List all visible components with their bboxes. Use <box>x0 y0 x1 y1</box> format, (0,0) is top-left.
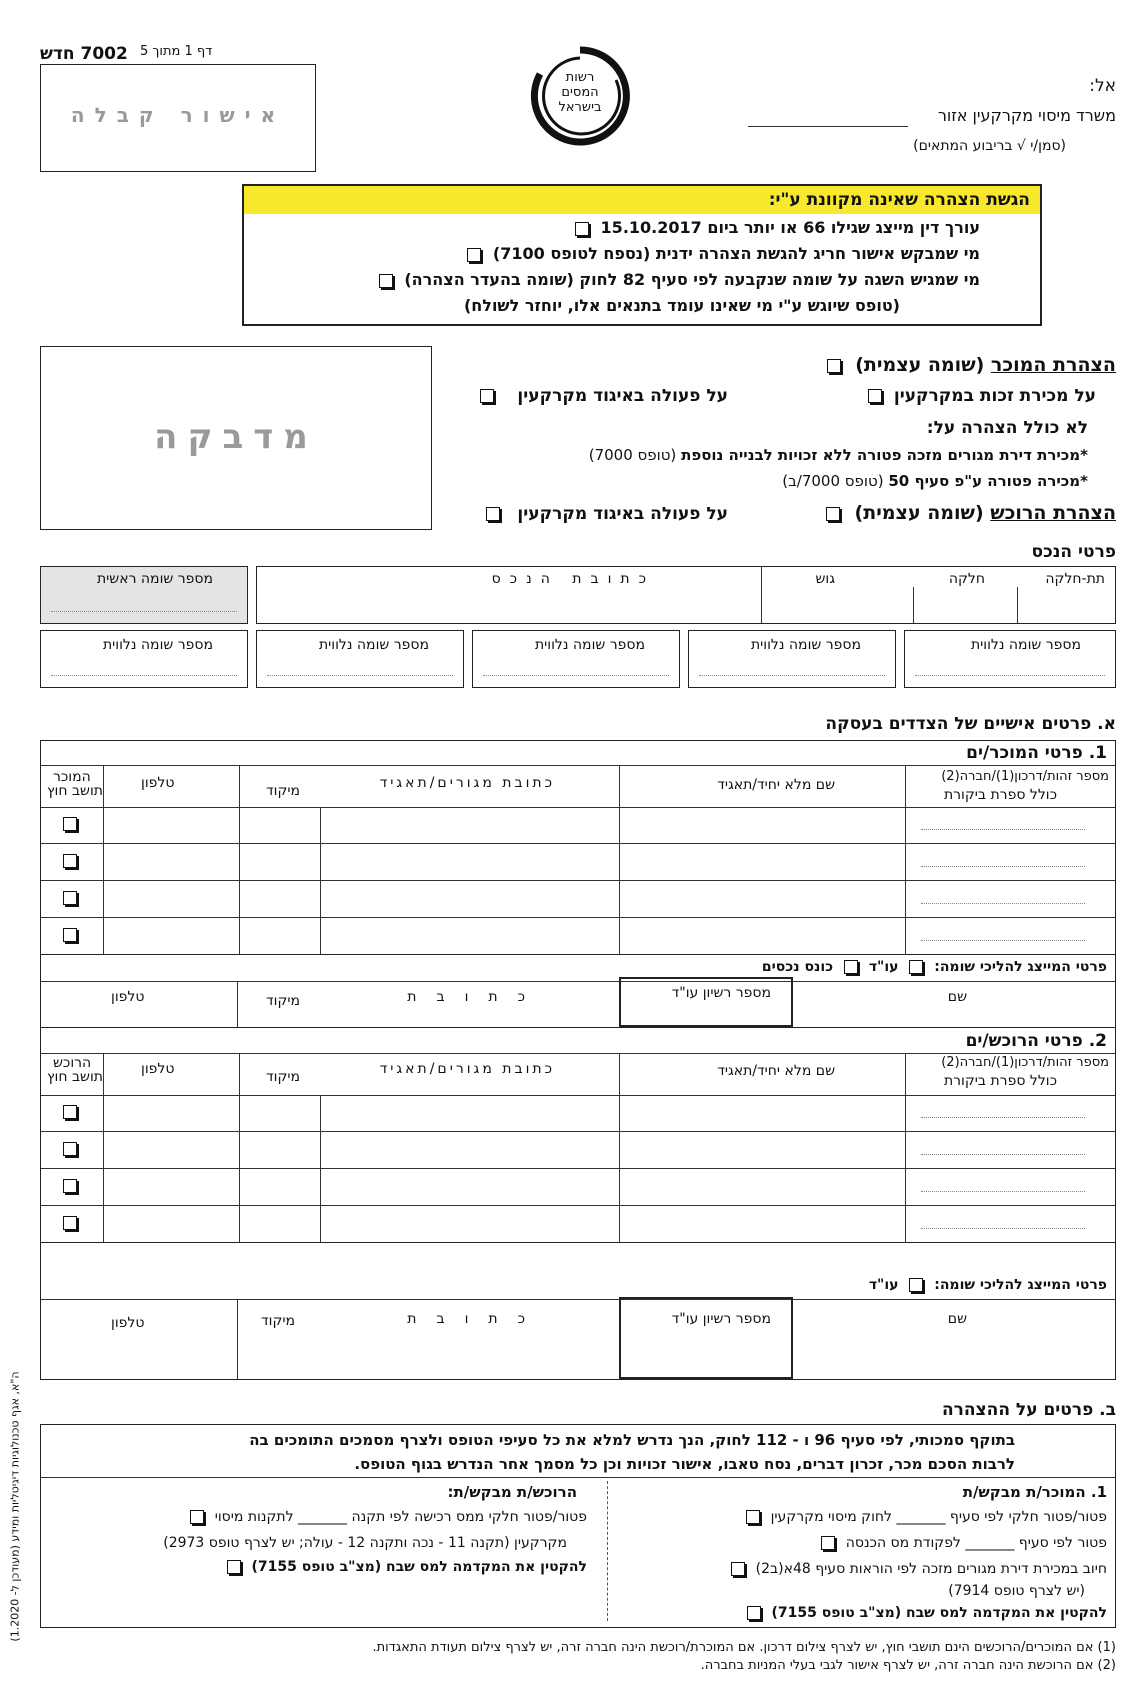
section-b-intro-1: בתוקף סמכותי, לפי סעיף 96 ו - 112 לחוק, הנך נדרש למלא את כל סעיפי הטופס ולצרף מסמכים התומכים בה <box>249 1431 1015 1449</box>
exempt-2-form: (טופס 7000/ב) <box>782 472 884 490</box>
buyer-foreign-col-2: תושב חוץ <box>47 1069 103 1085</box>
buyer-rep-name-label: שם <box>947 1311 967 1327</box>
seller-rep-license-box[interactable] <box>619 977 793 1027</box>
seller-row-4 <box>41 918 1115 955</box>
sub-parcel-label: תת-חלקה <box>1045 571 1105 587</box>
seller-rep-receiver-checkbox[interactable] <box>844 960 858 974</box>
seller-declaration-checkbox[interactable] <box>827 359 841 373</box>
seller-zip-input-2[interactable] <box>239 844 321 880</box>
form-number: 7002 חדש <box>40 44 128 64</box>
buyer-id-input-4[interactable] <box>921 1228 1085 1229</box>
footnote-1: (1) אם המוכרים/הרוכשים הינם תושבי חוץ, יש לצרף צילום דרכון. אם המוכרת/רוכשת הינה חברה זרה, יש לצרף צילום תעודת התאגדות. <box>372 1640 1116 1655</box>
attached-file-box-2[interactable] <box>256 630 464 688</box>
seller-row-2 <box>41 844 1115 881</box>
seller-foreign-checkbox-1[interactable] <box>63 817 77 831</box>
attached-file-box-1[interactable] <box>40 630 248 688</box>
section-b-divider <box>607 1481 608 1621</box>
sticker-label: מדבקה <box>154 417 318 457</box>
seller-id-input-1[interactable] <box>921 829 1085 830</box>
logo-line-2: המסים <box>561 85 599 100</box>
buyer-foreign-col-1: הרוכש <box>53 1055 92 1071</box>
buyer-rep-phone-label: טלפון <box>111 1315 145 1331</box>
buyer-id-input-2[interactable] <box>921 1154 1085 1155</box>
seller-request-3-label: חיוב במכירת דירת מגורים מזכה לפי הוראות סעיף 48א(ב2) <box>755 1561 1107 1577</box>
footnote-2: (2) אם הרוכשת הינה חברה זרה, יש לצרף אישור לגבי בעלי המניות בחברה. <box>700 1658 1116 1673</box>
section-b-title: ב. פרטים על ההצהרה <box>941 1400 1116 1420</box>
buyer-rep-zip-label: מיקוד <box>261 1313 296 1329</box>
seller-id-sub: כולל ספרת ביקורת <box>943 787 1057 803</box>
seller-request-3-checkbox[interactable] <box>731 1562 745 1576</box>
attached-file-label-2: מספר שומה נלווית <box>318 637 429 653</box>
buyer-request-2-checkbox[interactable] <box>227 1560 241 1574</box>
notice-item-2-checkbox[interactable] <box>467 248 481 262</box>
buyer-row-4 <box>41 1206 1115 1243</box>
buyer-foreign-checkbox-2[interactable] <box>63 1142 77 1156</box>
buyer-rep-license-label: מספר רשיון עו"ד <box>671 1311 771 1327</box>
seller-foreign-col-1: המוכר <box>53 769 91 785</box>
seller-row-3 <box>41 881 1115 918</box>
manual-submission-notice <box>242 184 1042 326</box>
seller-zip-input-4[interactable] <box>239 918 321 954</box>
buyer-rep-lawyer-checkbox[interactable] <box>909 1278 923 1292</box>
office-region-input[interactable] <box>748 126 908 127</box>
property-details-box <box>256 566 1116 624</box>
buyer-rep-lawyer-label: עו"ד <box>868 1277 899 1293</box>
attached-file-label-3: מספר שומה נלווית <box>534 637 645 653</box>
mark-hint: (סמן/י √ בריבוע המתאים) <box>913 138 1066 154</box>
seller-foreign-checkbox-4[interactable] <box>63 928 77 942</box>
buyer-rep-address-label: כתובת <box>407 1311 545 1327</box>
buyer-row-1 <box>41 1095 1115 1132</box>
exempt-1-label: *מכירת דירת מגורים מזכה פטורה ללא זכויות לבנייה נוספת <box>681 446 1088 464</box>
seller-foreign-checkbox-3[interactable] <box>63 891 77 905</box>
seller-request-title: 1. המוכר/ת מבקש/ת <box>962 1483 1107 1501</box>
buyer-self-assessment: (שומה עצמית) <box>854 502 984 524</box>
attached-file-label-1: מספר שומה נלווית <box>102 637 213 653</box>
notice-item-1-label: עורך דין מייצג שגילו 66 או יותר ביום 15.10.2017 <box>600 218 980 237</box>
seller-rep-license-label: מספר רשיון עו"ד <box>671 985 771 1001</box>
exempt-2-label: *מכירה פטורה ע"פ סעיף 50 <box>888 472 1088 490</box>
sticker-area <box>40 346 432 530</box>
section-b-intro-2: לרבות הסכם מכר, זכרון דברים, נסח טאבו, אישור זכויות וכן כל מסמך אחר הנדרש בגוף הטופס. <box>354 1455 1015 1473</box>
seller-request-3b: (יש לצרף טופס 7914) <box>948 1583 1085 1599</box>
receipt-box <box>40 64 316 172</box>
not-including-label: לא כולל הצהרה על: <box>926 418 1088 438</box>
buyer-name-col: שם מלא יחיד/תאגיד <box>717 1063 835 1079</box>
seller-id-input-3[interactable] <box>921 903 1085 904</box>
page-indicator: דף 1 מתוך 5 <box>140 44 213 59</box>
logo-line-1: רשות <box>565 70 595 85</box>
seller-rep-receiver-label: כונס נכסים <box>761 959 834 975</box>
seller-foreign-col-2: תושב חוץ <box>47 783 103 799</box>
buyer-foreign-checkbox-1[interactable] <box>63 1105 77 1119</box>
property-address-input[interactable] <box>257 587 761 621</box>
buyer-row-3 <box>41 1169 1115 1206</box>
seller-address-col: כתובת מגורים/תאגיד <box>379 775 555 791</box>
buyer-id-col: מספר זהות/דרכון(1)/חברה(2) <box>941 1055 1109 1070</box>
notice-item-2-label: מי שמבקש אישור חריג להגשת הצהרה ידנית (נספח לטופס 7100) <box>492 244 980 263</box>
buyer-zip-input-3[interactable] <box>239 1169 321 1205</box>
buyer-declaration-title: הצהרת הרוכש <box>990 502 1116 524</box>
seller-zip-col: מיקוד <box>266 783 301 799</box>
exempt-1-form: (טופס 7000) <box>588 446 677 464</box>
seller-zip-input-3[interactable] <box>239 881 321 917</box>
seller-request-4-checkbox[interactable] <box>747 1606 761 1620</box>
seller-name-col: שם מלא יחיד/תאגיד <box>717 777 835 793</box>
seller-zip-input-1[interactable] <box>239 807 321 843</box>
seller-rep-phone-label: טלפון <box>111 989 145 1005</box>
parcel-label: חלקה <box>948 571 985 587</box>
seller-union-label: על פעולה באיגוד מקרקעין <box>517 386 728 406</box>
seller-rep-address-label: כתובת <box>407 989 545 1005</box>
logo-line-3: בישראל <box>558 100 602 115</box>
seller-request-2-checkbox[interactable] <box>821 1536 835 1550</box>
buyer-rep-label: פרטי המייצג להליכי שומה: <box>934 1277 1107 1293</box>
sub-parcel-input[interactable] <box>1017 587 1113 621</box>
buyer-request-1-checkbox[interactable] <box>190 1510 204 1524</box>
buyer-zip-col: מיקוד <box>266 1069 301 1085</box>
main-file-label: מספר שומה ראשית <box>96 571 213 587</box>
seller-rep-lawyer-label: עו"ד <box>868 959 899 975</box>
declaration-details-box <box>40 1424 1116 1628</box>
attached-file-box-3[interactable] <box>472 630 680 688</box>
buyer-request-2-label: להקטין את המקדמה למס שבח (מצ"ב טופס 7155) <box>251 1559 587 1575</box>
buyer-request-1b: מקרקעין (תקנה 11 - נכה ותקנה 12 - עולה; יש לצרף טופס 2973) <box>163 1535 567 1551</box>
section-a-title: א. פרטים אישיים של הצדדים בעסקה <box>825 714 1116 734</box>
attached-file-label-5: מספר שומה נלווית <box>970 637 1081 653</box>
buyer-union-checkbox[interactable] <box>486 507 500 521</box>
buyer-zip-input-1[interactable] <box>239 1095 321 1131</box>
buyers-title: 2. פרטי הרוכש/ים <box>965 1031 1107 1051</box>
seller-union-checkbox[interactable] <box>480 389 494 403</box>
attached-file-label-4: מספר שומה נלווית <box>750 637 861 653</box>
seller-rep-zip-label: מיקוד <box>266 993 301 1009</box>
office-label: משרד מיסוי מקרקעין אזור <box>937 106 1116 125</box>
seller-id-input-4[interactable] <box>921 940 1085 941</box>
main-file-box[interactable] <box>40 566 248 624</box>
seller-phone-col: טלפון <box>141 775 175 791</box>
buyer-row-2 <box>41 1132 1115 1169</box>
seller-sale-rights-label: על מכירת זכות במקרקעין <box>893 386 1096 406</box>
seller-id-input-2[interactable] <box>921 866 1085 867</box>
to-label: אל: <box>1089 76 1116 96</box>
parties-box <box>40 740 1116 1380</box>
buyer-request-title: הרוכש/ת מבקש/ת: <box>447 1483 577 1501</box>
buyer-foreign-checkbox-3[interactable] <box>63 1179 77 1193</box>
seller-request-1-label: פטור/פטור חלקי לפי סעיף _______ לחוק מיסוי מקרקעין <box>770 1509 1107 1525</box>
seller-rep-lawyer-checkbox[interactable] <box>909 960 923 974</box>
seller-rep-label: פרטי המייצג להליכי שומה: <box>934 959 1107 975</box>
buyer-id-sub: כולל ספרת ביקורת <box>943 1073 1057 1089</box>
notice-title-bar <box>244 186 1040 214</box>
seller-self-assessment: (שומה עצמית) <box>855 354 985 376</box>
buyer-zip-input-2[interactable] <box>239 1132 321 1168</box>
buyer-id-input-3[interactable] <box>921 1191 1085 1192</box>
property-address-label: כתובת הנכס <box>491 571 655 587</box>
seller-id-col: מספר זהות/דרכון(1)/חברה(2) <box>941 769 1109 784</box>
notice-item-3-checkbox[interactable] <box>379 274 393 288</box>
attached-file-box-4[interactable] <box>688 630 896 688</box>
receipt-box-label: אישור קבלה <box>70 103 286 127</box>
notice-item-1-checkbox[interactable] <box>575 222 589 236</box>
buyer-id-input-1[interactable] <box>921 1117 1085 1118</box>
tax-authority-logo <box>528 44 632 148</box>
block-input[interactable] <box>761 587 913 621</box>
buyer-address-col: כתובת מגורים/תאגיד <box>379 1061 555 1077</box>
buyer-rep-license-box[interactable] <box>619 1297 793 1379</box>
buyer-foreign-checkbox-4[interactable] <box>63 1216 77 1230</box>
seller-rep-name-label: שם <box>947 989 967 1005</box>
seller-request-4-label: להקטין את המקדמה למס שבח (מצ"ב טופס 7155) <box>771 1605 1107 1621</box>
notice-title: הגשת הצהרה שאינה מקוונת ע"י: <box>768 190 1030 210</box>
property-details-title: פרטי הנכס <box>1031 542 1116 562</box>
buyer-zip-input-4[interactable] <box>239 1206 321 1242</box>
notice-footer: (טופס שיוגש ע"י מי שאינו עומד בתנאים אלו, יוחזר לשולח) <box>463 296 900 315</box>
side-note: ה"א, אגף טכנולוגיות דיגיטליות ומידע (מעודכן ל- 1.2020) <box>8 1371 22 1642</box>
seller-row-1 <box>41 807 1115 844</box>
buyer-phone-col: טלפון <box>141 1061 175 1077</box>
seller-declaration-title: הצהרת המוכר <box>990 354 1116 376</box>
attached-file-box-5[interactable] <box>904 630 1116 688</box>
buyer-union-label: על פעולה באיגוד מקרקעין <box>517 504 728 524</box>
seller-foreign-checkbox-2[interactable] <box>63 854 77 868</box>
buyer-declaration-checkbox[interactable] <box>826 507 840 521</box>
seller-request-2-label: פטור לפי סעיף _______ לפקודת מס הכנסה <box>845 1535 1107 1551</box>
buyer-request-1-label: פטור/פטור חלקי ממס רכישה לפי תקנה _______ לתקנות מיסוי <box>214 1509 587 1525</box>
notice-item-3-label: מי שמגיש השגה על שומה שנקבעה לפי סעיף 82 לחוק (שומה בהעדר הצהרה) <box>404 270 980 289</box>
block-label: גוש <box>815 571 835 587</box>
seller-request-1-checkbox[interactable] <box>746 1510 760 1524</box>
seller-sale-rights-checkbox[interactable] <box>868 389 882 403</box>
parcel-input[interactable] <box>913 587 1017 621</box>
sellers-title: 1. פרטי המוכר/ים <box>966 743 1107 763</box>
